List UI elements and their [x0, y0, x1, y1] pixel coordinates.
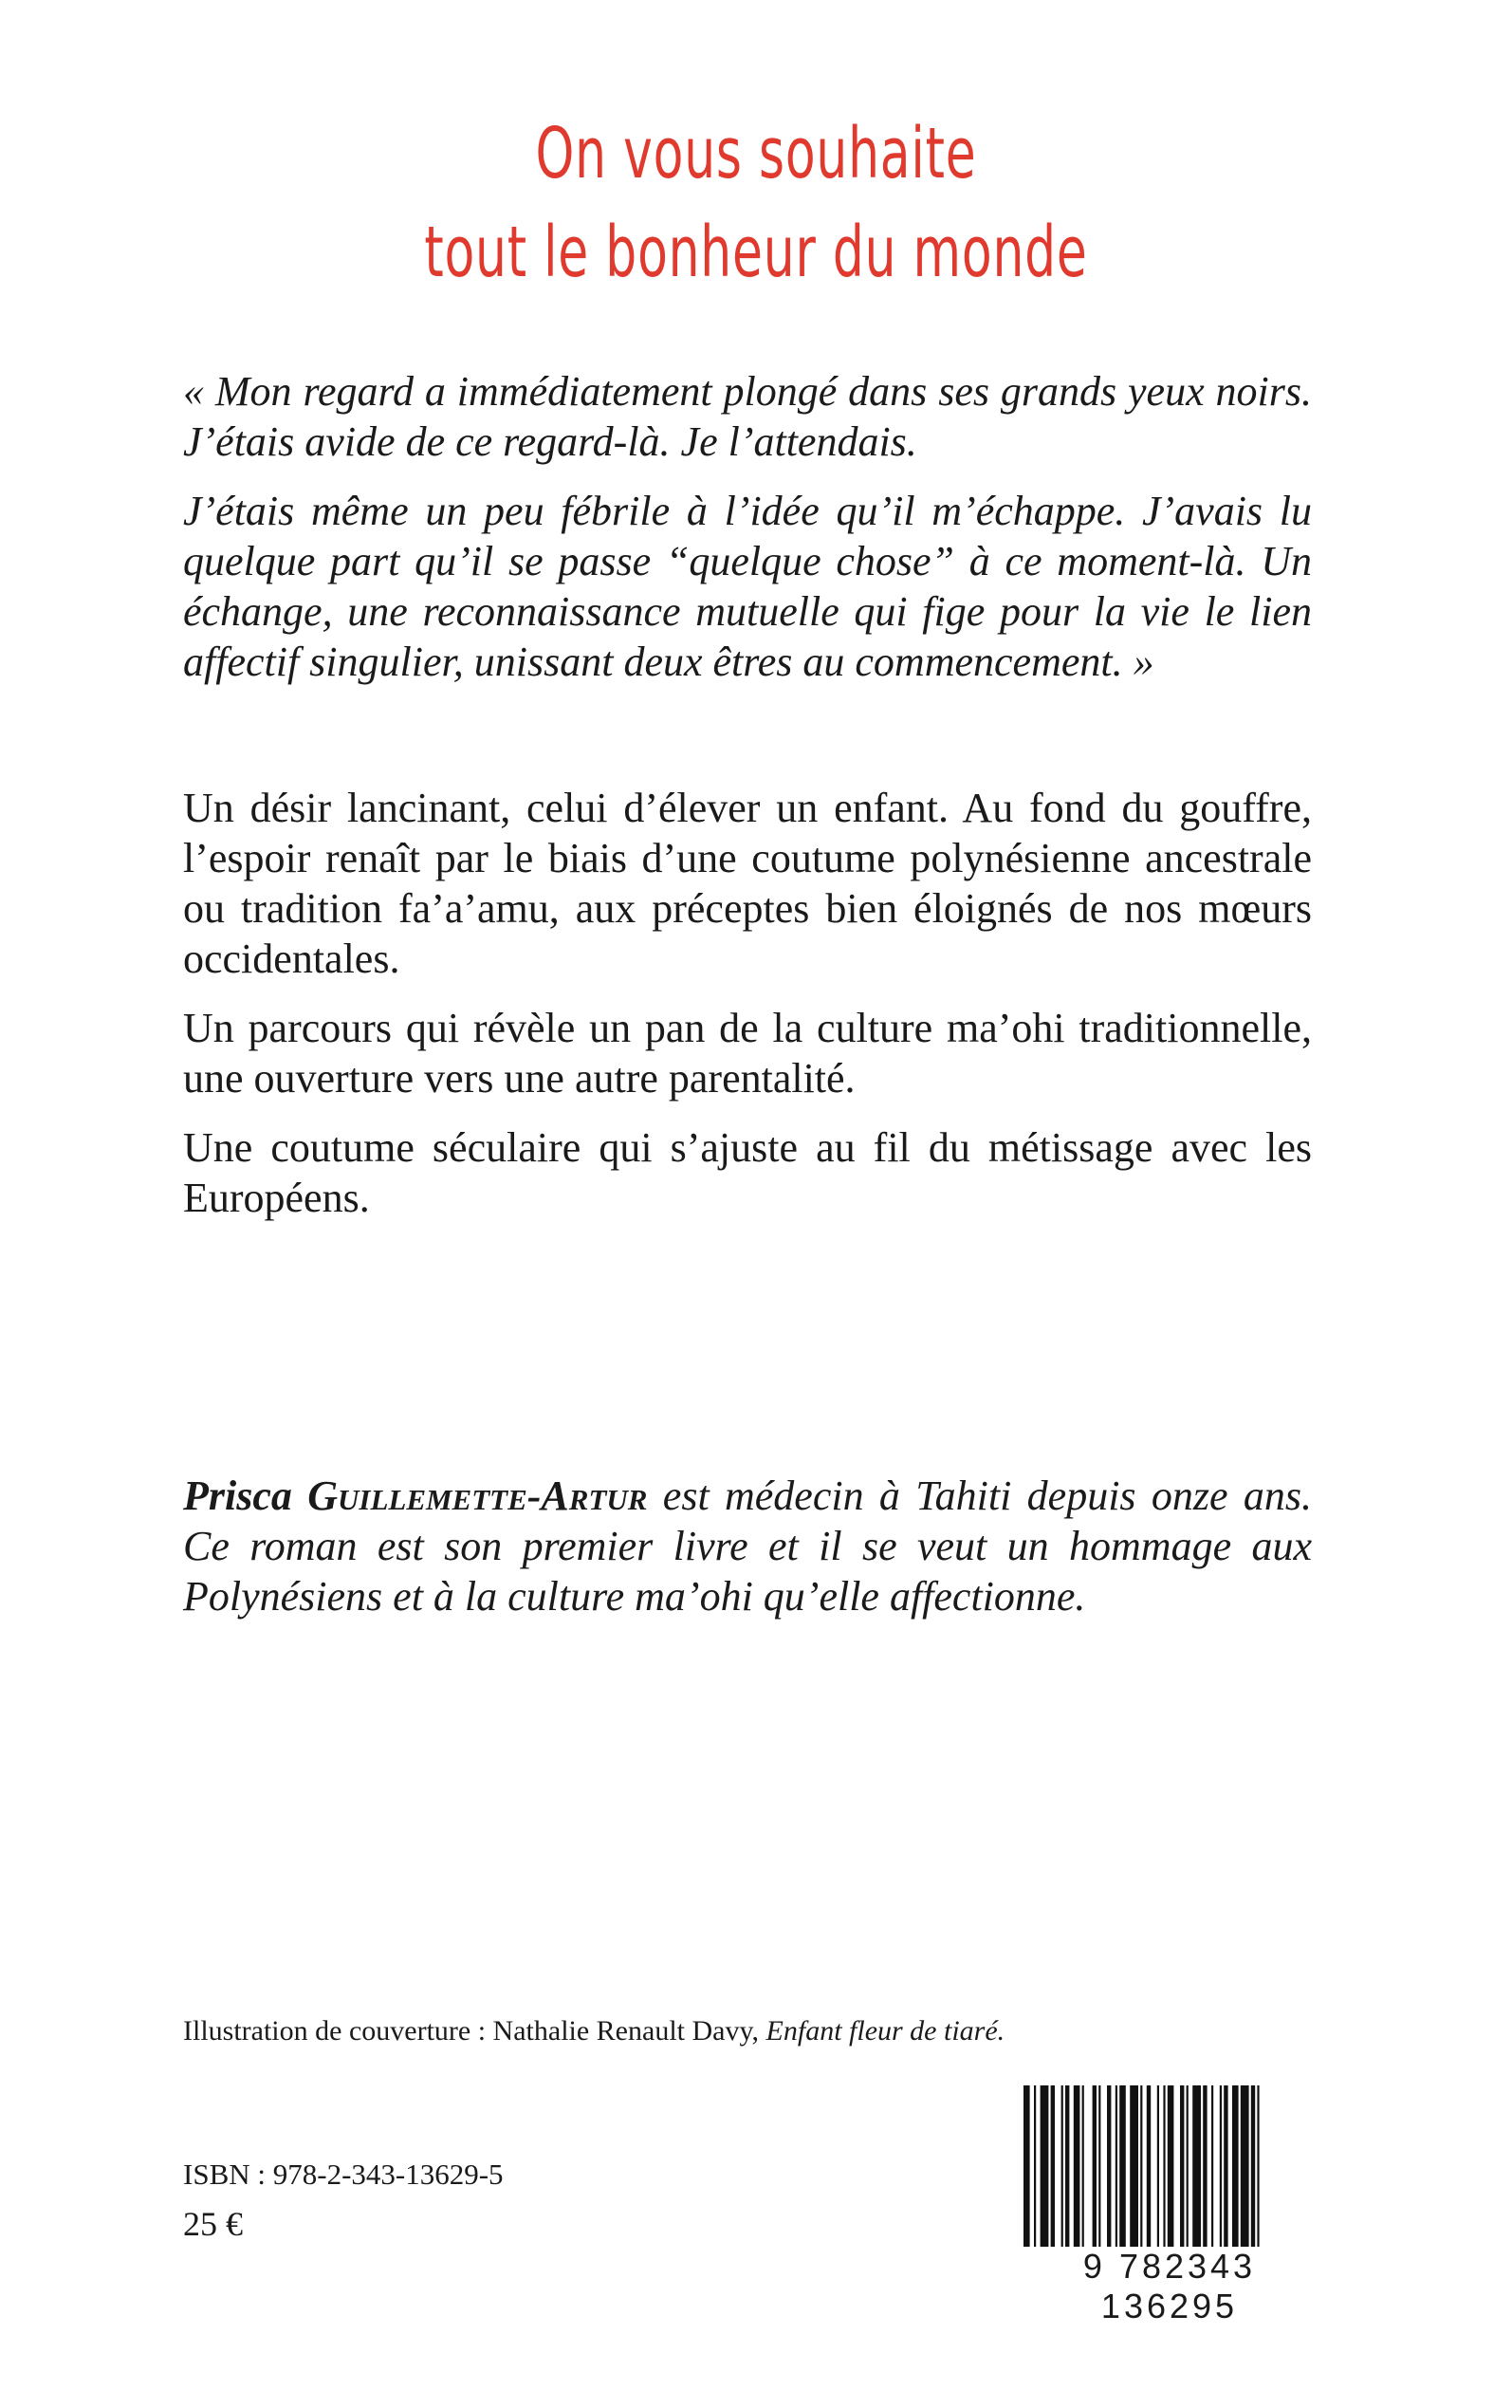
- summary: [183, 783, 1312, 1242]
- title-line-2: tout le bonheur du monde: [424, 212, 1088, 293]
- barcode-bar: [1061, 2085, 1063, 2249]
- barcode-bar: [1251, 2085, 1255, 2249]
- barcode-bar: [1157, 2085, 1159, 2249]
- barcode-bar: [1093, 2085, 1097, 2249]
- isbn: ISBN : 978-2-343-13629-5: [183, 2158, 504, 2191]
- barcode-bar: [1130, 2085, 1138, 2249]
- barcode-bar: [1203, 2085, 1207, 2249]
- barcode-bar: [1065, 2085, 1069, 2249]
- quote-paragraph: J’étais même un peu fébrile à l’idée qu’il m’échappe. J’avais lu quelque part qu’il se passe “quelque chose” à ce moment-là. Un échange, une reconnaissance mutuelle qui fige pour la vie le lien affectif singulier, unissant deux êtres au commencement. »: [183, 488, 1312, 685]
- barcode-bar: [1041, 2085, 1049, 2249]
- summary-paragraph: Un désir lancinant, celui d’élever un enfant. Au fond du gouffre, l’espoir renaît par le biais d’une coutume polynésienne ancestrale ou tradition fa’a’amu, aux préceptes bien éloignés de nos mœurs occidentales.: [183, 785, 1312, 982]
- barcode-bar: [1168, 2085, 1174, 2249]
- author-bio-text: est médecin à Tahiti depuis onze ans. Ce roman est son premier livre et il se veut un hommage aux Polynésiens et à la culture ma’ohi qu’elle affectionne.: [183, 1473, 1312, 1620]
- barcode-bar: [1034, 2085, 1036, 2249]
- barcode-bar: [1257, 2085, 1259, 2249]
- barcode-bar: [1224, 2085, 1227, 2249]
- barcode-bar: [1140, 2085, 1142, 2249]
- barcode-bar: [1147, 2085, 1151, 2249]
- barcode-bar: [1220, 2085, 1222, 2249]
- barcode-bar: [1192, 2085, 1201, 2249]
- barcode-number: 9 782343 136295: [1020, 2247, 1319, 2326]
- barcode-bar: [1082, 2085, 1084, 2249]
- quote-paragraph: « Mon regard a immédiatement plongé dans ses grands yeux noirs. J’étais avide de ce regard-là. Je l’attendais.: [183, 368, 1312, 465]
- barcode-bars: [1020, 2085, 1319, 2268]
- barcode-bar: [1023, 2085, 1030, 2249]
- title-line-1: On vous souhaite: [535, 113, 977, 194]
- barcode-bar: [1232, 2085, 1239, 2249]
- summary-paragraph: Une coutume séculaire qui s’ajuste au fil du métissage avec les Européens.: [183, 1124, 1312, 1221]
- author-first-name: Prisca: [183, 1473, 292, 1519]
- barcode-bar: [1180, 2085, 1184, 2249]
- barcode-bar: [1116, 2085, 1117, 2249]
- book-title: [166, 104, 1345, 302]
- barcode-bar: [1074, 2085, 1080, 2249]
- barcode-bar: [1187, 2085, 1189, 2249]
- price: 25 €: [183, 2205, 243, 2243]
- barcode-bar: [1211, 2085, 1213, 2249]
- barcode-bar: [1051, 2085, 1055, 2249]
- barcode-bar: [1107, 2085, 1111, 2249]
- barcode: [1020, 2085, 1319, 2268]
- summary-paragraph: Un parcours qui révèle un pan de la culture ma’ohi traditionnelle, une ouverture vers une autre parentalité.: [183, 1005, 1312, 1102]
- excerpt-quote: [183, 366, 1312, 706]
- barcode-bar: [1098, 2085, 1100, 2249]
- barcode-bar: [1163, 2085, 1165, 2249]
- barcode-bar: [1119, 2085, 1126, 2249]
- cover-credit: [183, 2015, 1005, 2047]
- author-paragraph: [183, 1471, 1312, 1621]
- barcode-bar: [1241, 2085, 1249, 2249]
- credit-label: Illustration de couverture : Nathalie Renault Davy,: [183, 2015, 766, 2047]
- author-last-name: Guillemette-Artur: [307, 1473, 648, 1519]
- credit-work-title: Enfant fleur de tiaré.: [765, 2015, 1005, 2047]
- author-bio: [183, 1471, 1312, 1640]
